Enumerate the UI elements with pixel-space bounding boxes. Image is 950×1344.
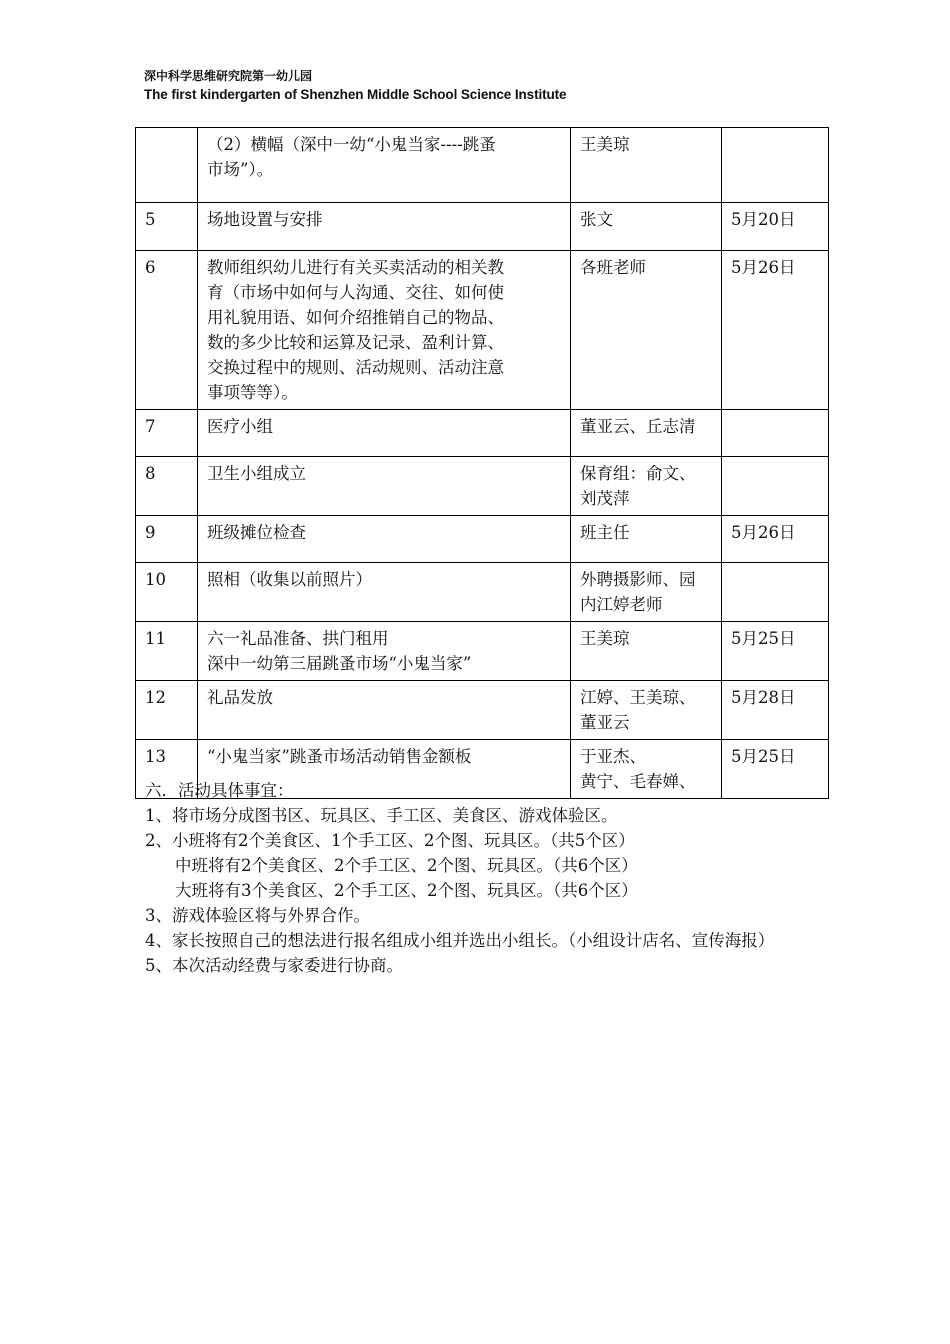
task-line: 六一礼品准备、拱门租用	[207, 629, 389, 648]
row-date	[722, 128, 829, 203]
person-line: 董亚云	[580, 713, 630, 732]
task-line: 医疗小组	[207, 417, 273, 436]
activity-details	[145, 778, 825, 978]
person-line: 刘茂萍	[580, 489, 630, 508]
detail-item: 5、本次活动经费与家委进行协商。	[145, 956, 403, 975]
table-row	[136, 622, 829, 681]
row-person	[571, 203, 722, 251]
person-line: 江婷、王美琼、	[580, 688, 696, 707]
table-row	[136, 251, 829, 410]
row-person	[571, 410, 722, 457]
task-line: 班级摊位检查	[207, 523, 306, 542]
detail-item: 1、将市场分成图书区、玩具区、手工区、美食区、游戏体验区。	[145, 806, 618, 825]
task-line: “小鬼当家”跳蚤市场活动销售金额板	[207, 747, 472, 766]
person-line: 内江婷老师	[580, 595, 663, 614]
detail-item: 大班将有3个美食区、2个手工区、2个图、玩具区。（共6个区）	[175, 881, 638, 900]
detail-list	[145, 803, 825, 978]
detail-item: 中班将有2个美食区、2个手工区、2个图、玩具区。（共6个区）	[175, 856, 638, 875]
task-table	[135, 127, 829, 799]
person-line: 王美琼	[580, 135, 630, 154]
table-row	[136, 457, 829, 516]
row-number: 13	[136, 740, 198, 799]
row-date: 5月26日	[722, 251, 829, 410]
task-line: 交换过程中的规则、活动规则、活动注意	[207, 358, 504, 377]
person-line: 外聘摄影师、园	[580, 570, 696, 589]
task-line: 场地设置与安排	[207, 210, 323, 229]
task-line: 深中一幼第三届跳蚤市场“小鬼当家”	[207, 654, 472, 673]
row-number: 11	[136, 622, 198, 681]
task-line: 数的多少比较和运算及记录、盈利计算、	[207, 333, 504, 352]
row-number: 9	[136, 516, 198, 563]
page-header	[144, 68, 566, 104]
task-line: 教师组织幼儿进行有关买卖活动的相关教	[207, 258, 504, 277]
row-person	[571, 251, 722, 410]
detail-item: 4、家长按照自己的想法进行报名组成小组并选出小组长。（小组设计店名、宣传海报）	[145, 931, 775, 950]
person-line: 保育组：俞文、	[580, 464, 696, 483]
row-task	[198, 563, 571, 622]
row-number: 7	[136, 410, 198, 457]
row-task	[198, 251, 571, 410]
person-line: 王美琼	[580, 629, 630, 648]
row-task	[198, 622, 571, 681]
task-line: 照相（收集以前照片）	[207, 570, 372, 589]
task-line: 育（市场中如何与人沟通、交往、如何使	[207, 283, 504, 302]
table-row	[136, 203, 829, 251]
row-date	[722, 457, 829, 516]
row-task	[198, 516, 571, 563]
row-number: 6	[136, 251, 198, 410]
person-line: 班主任	[580, 523, 630, 542]
row-person	[571, 681, 722, 740]
row-task	[198, 410, 571, 457]
table-row	[136, 681, 829, 740]
row-number: 12	[136, 681, 198, 740]
row-person	[571, 622, 722, 681]
task-line: 礼品发放	[207, 688, 273, 707]
task-line: 用礼貌用语、如何介绍推销自己的物品、	[207, 308, 504, 327]
row-person	[571, 128, 722, 203]
header-english-title: The first kindergarten of Shenzhen Middle School Science Institute	[144, 87, 567, 102]
table-row	[136, 516, 829, 563]
person-line: 于亚杰、	[580, 747, 646, 766]
person-line: 各班老师	[580, 258, 646, 277]
row-date: 5月20日	[722, 203, 829, 251]
row-date: 5月25日	[722, 740, 829, 799]
task-line: 卫生小组成立	[207, 464, 306, 483]
header-chinese-title: 深中科学思维研究院第一幼儿园	[144, 69, 313, 83]
person-line: 董亚云、丘志清	[580, 417, 696, 436]
table-row	[136, 128, 829, 203]
row-date	[722, 563, 829, 622]
row-person	[571, 457, 722, 516]
row-person	[571, 516, 722, 563]
section-title: 六．活动具体事宜：	[145, 781, 294, 800]
row-date: 5月26日	[722, 516, 829, 563]
row-task	[198, 457, 571, 516]
row-date: 5月28日	[722, 681, 829, 740]
row-task	[198, 128, 571, 203]
person-line: 黄宁、毛春婵、	[580, 772, 696, 791]
row-task	[198, 203, 571, 251]
row-number: 5	[136, 203, 198, 251]
task-line: （2）横幅（深中一幼“小鬼当家----跳蚤	[207, 135, 496, 154]
table-row	[136, 410, 829, 457]
row-number: 8	[136, 457, 198, 516]
task-line: 事项等等）。	[207, 383, 298, 402]
detail-item: 2、小班将有2个美食区、1个手工区、2个图、玩具区。（共5个区）	[145, 831, 635, 850]
task-line: 市场”）。	[207, 160, 274, 179]
row-task	[198, 681, 571, 740]
person-line: 张文	[580, 210, 613, 229]
row-number: 10	[136, 563, 198, 622]
row-date	[722, 410, 829, 457]
row-number	[136, 128, 198, 203]
table-row	[136, 563, 829, 622]
task-table-body	[136, 128, 829, 799]
detail-item: 3、游戏体验区将与外界合作。	[145, 906, 370, 925]
row-person	[571, 563, 722, 622]
row-date: 5月25日	[722, 622, 829, 681]
